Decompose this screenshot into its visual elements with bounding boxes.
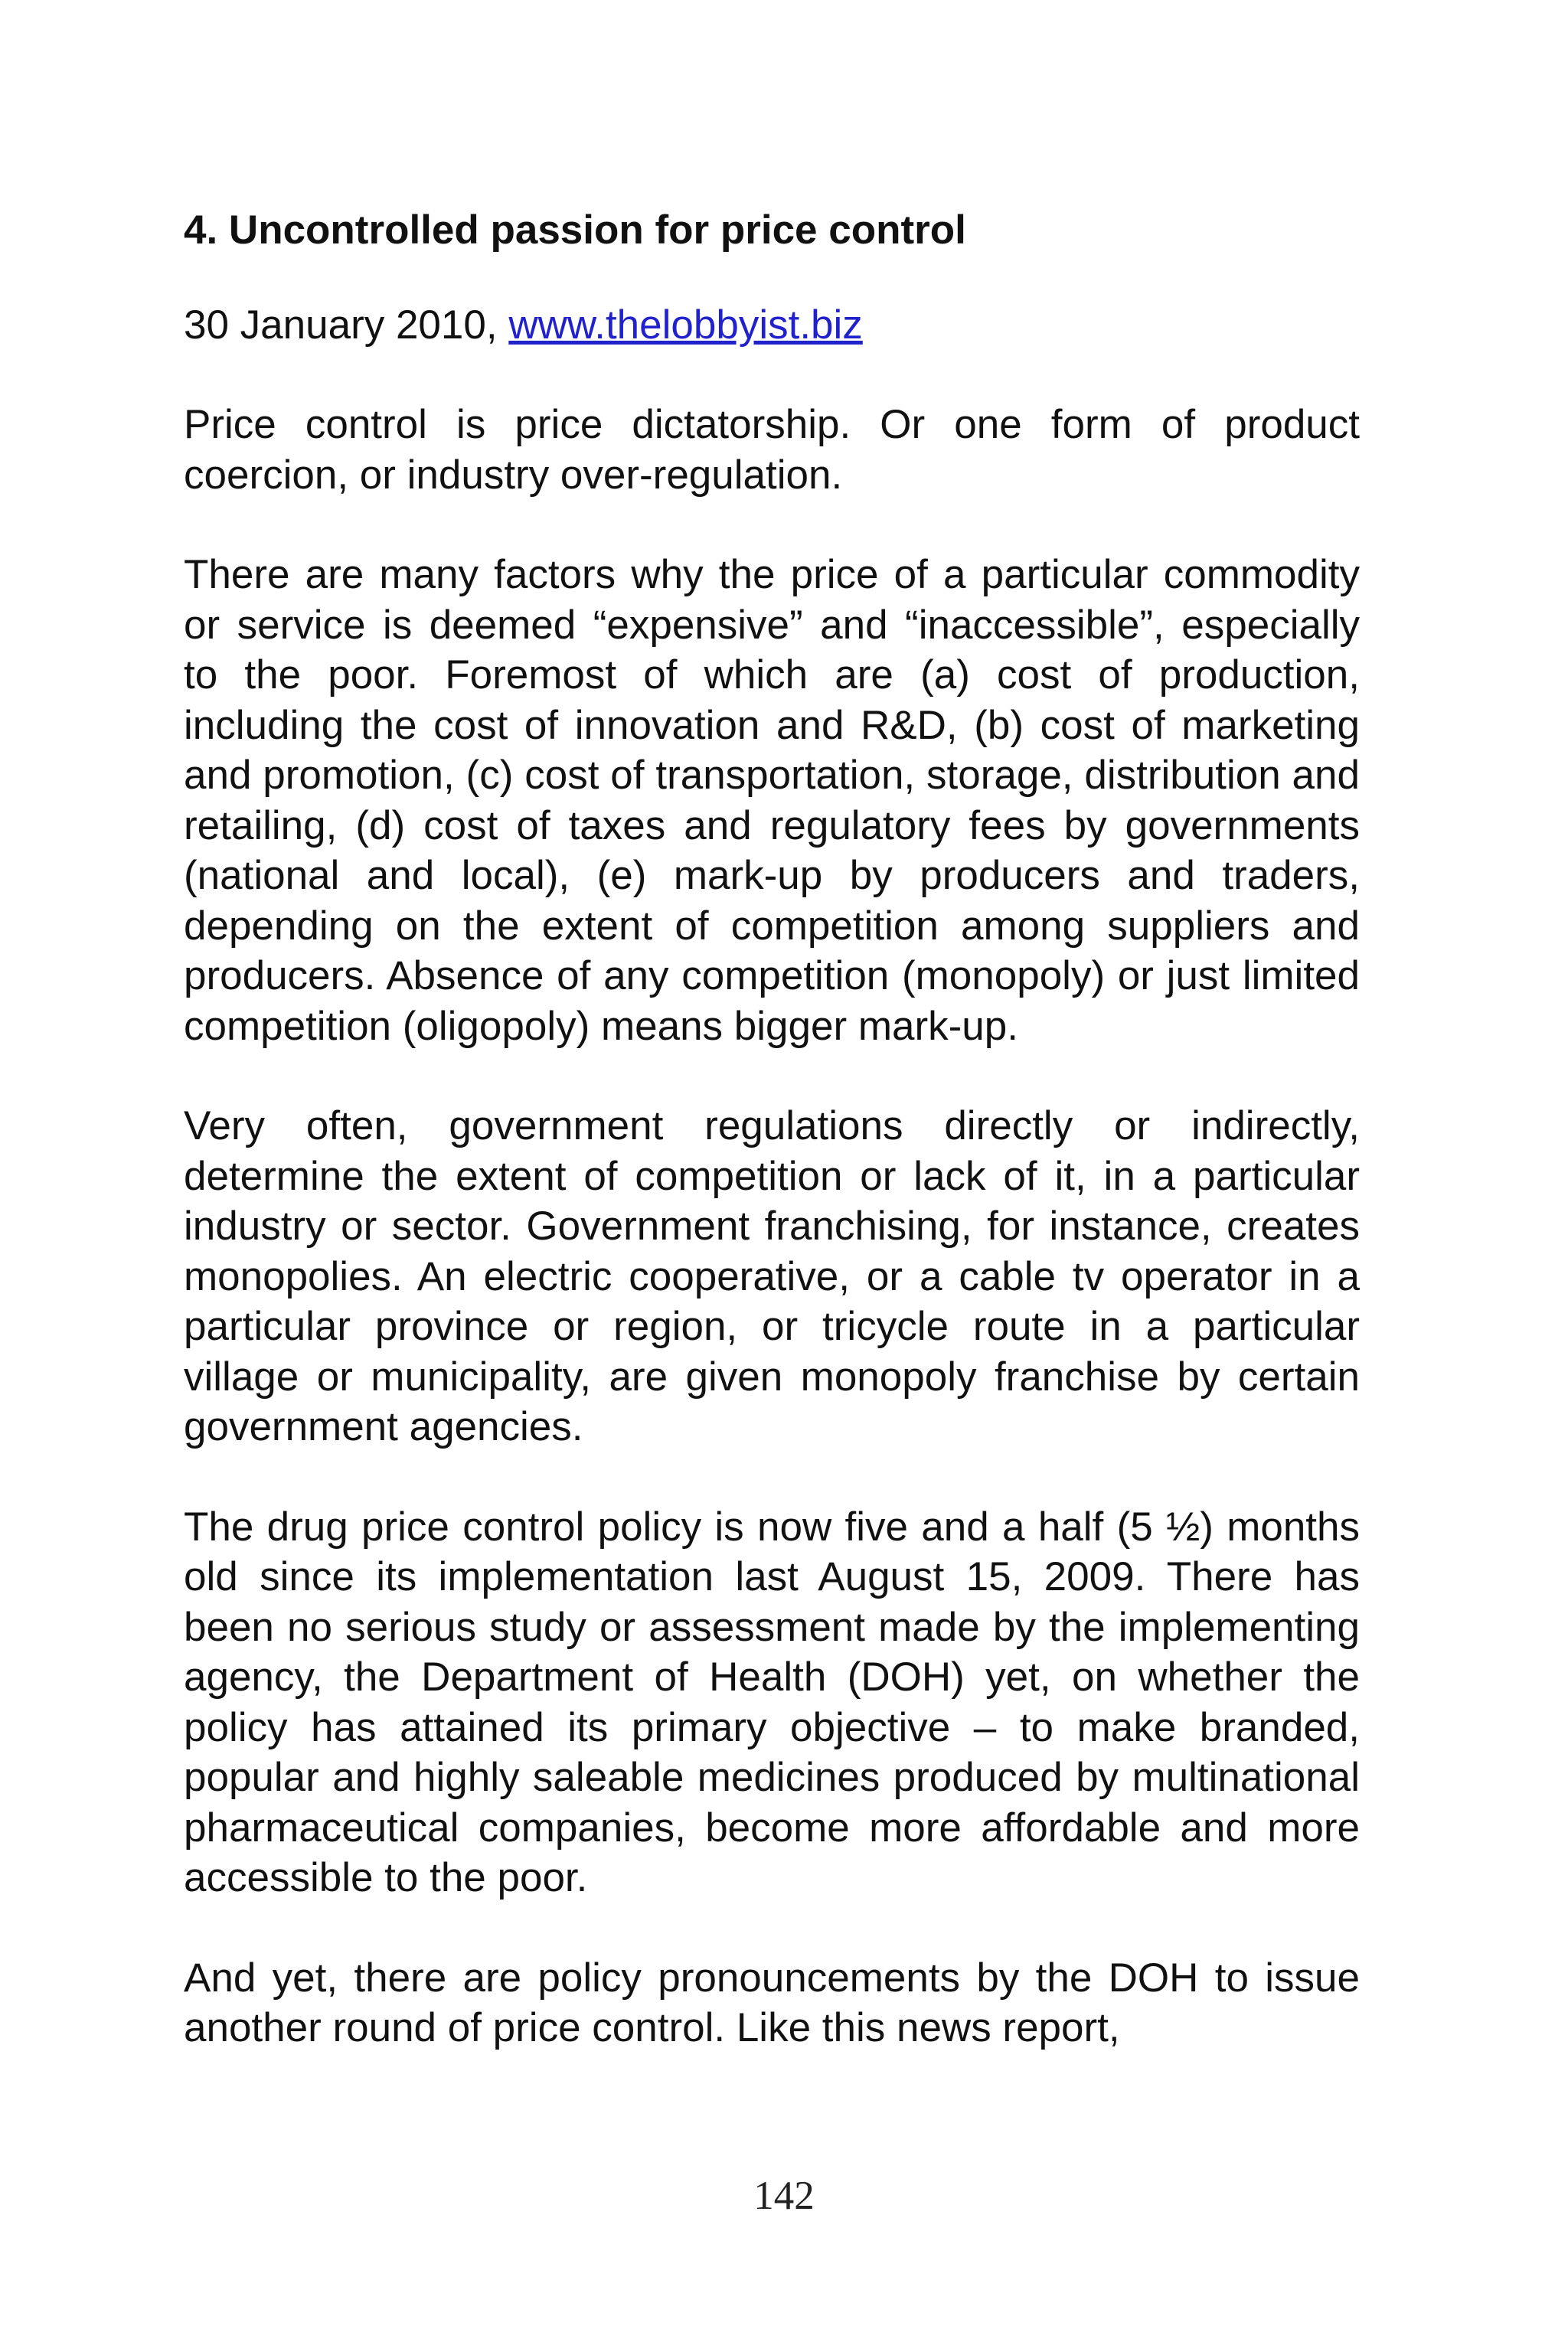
paragraph-3: Very often, government regulations directly or indirectly, determine the extent of competition or lack of it, in a particular industry or sector. Government franchising, for instance, creates monopolies. An electric cooperative, or a cable tv operator in a particular province or region, or tricycle route in a particular village or municipality, are given monopoly franchise by certain government agencies. — [184, 1103, 1360, 1449]
paragraph-5: And yet, there are policy pronouncements by the DOH to issue another round of price control. Like this news report, — [184, 1955, 1360, 2050]
paragraph-4: The drug price control policy is now five and a half (5 ½) months old since its implementation last August 15, 2009. There has been no serious study or assessment made by the implementing agency, the Department of Health (DOH) yet, on whether the policy has attained its primary objective – to make branded, popular and highly saleable medicines produced by multinational pharmaceutical companies, become more affordable and more accessible to the poor. — [184, 1504, 1360, 1900]
paragraph-1: Price control is price dictatorship. Or one form of product coercion, or industry over-regulation. — [184, 402, 1360, 498]
article-date: 30 January 2010, — [184, 302, 509, 348]
paragraph-2: There are many factors why the price of a particular commodity or service is deemed “expensive” and “inaccessible”, especially to the poor. Foremost of which are (a) cost of production, including the cost of innovation and R&D, (b) cost of marketing and promotion, (c) cost of transportation, storage, distribution and retailing, (d) cost of taxes and regulatory fees by governments (national and local), (e) mark-up by producers and traders, depending on the extent of competition among suppliers and producers. Absence of any competition (monopoly) or just limited competition (oligopoly) means bigger mark-up. — [184, 552, 1360, 1049]
article-heading: 4. Uncontrolled passion for price control — [184, 207, 966, 253]
dateline — [184, 300, 1360, 351]
source-link[interactable]: www.thelobbyist.biz — [508, 302, 863, 348]
article-body — [184, 205, 1360, 2053]
page-number: 142 — [753, 2174, 815, 2218]
